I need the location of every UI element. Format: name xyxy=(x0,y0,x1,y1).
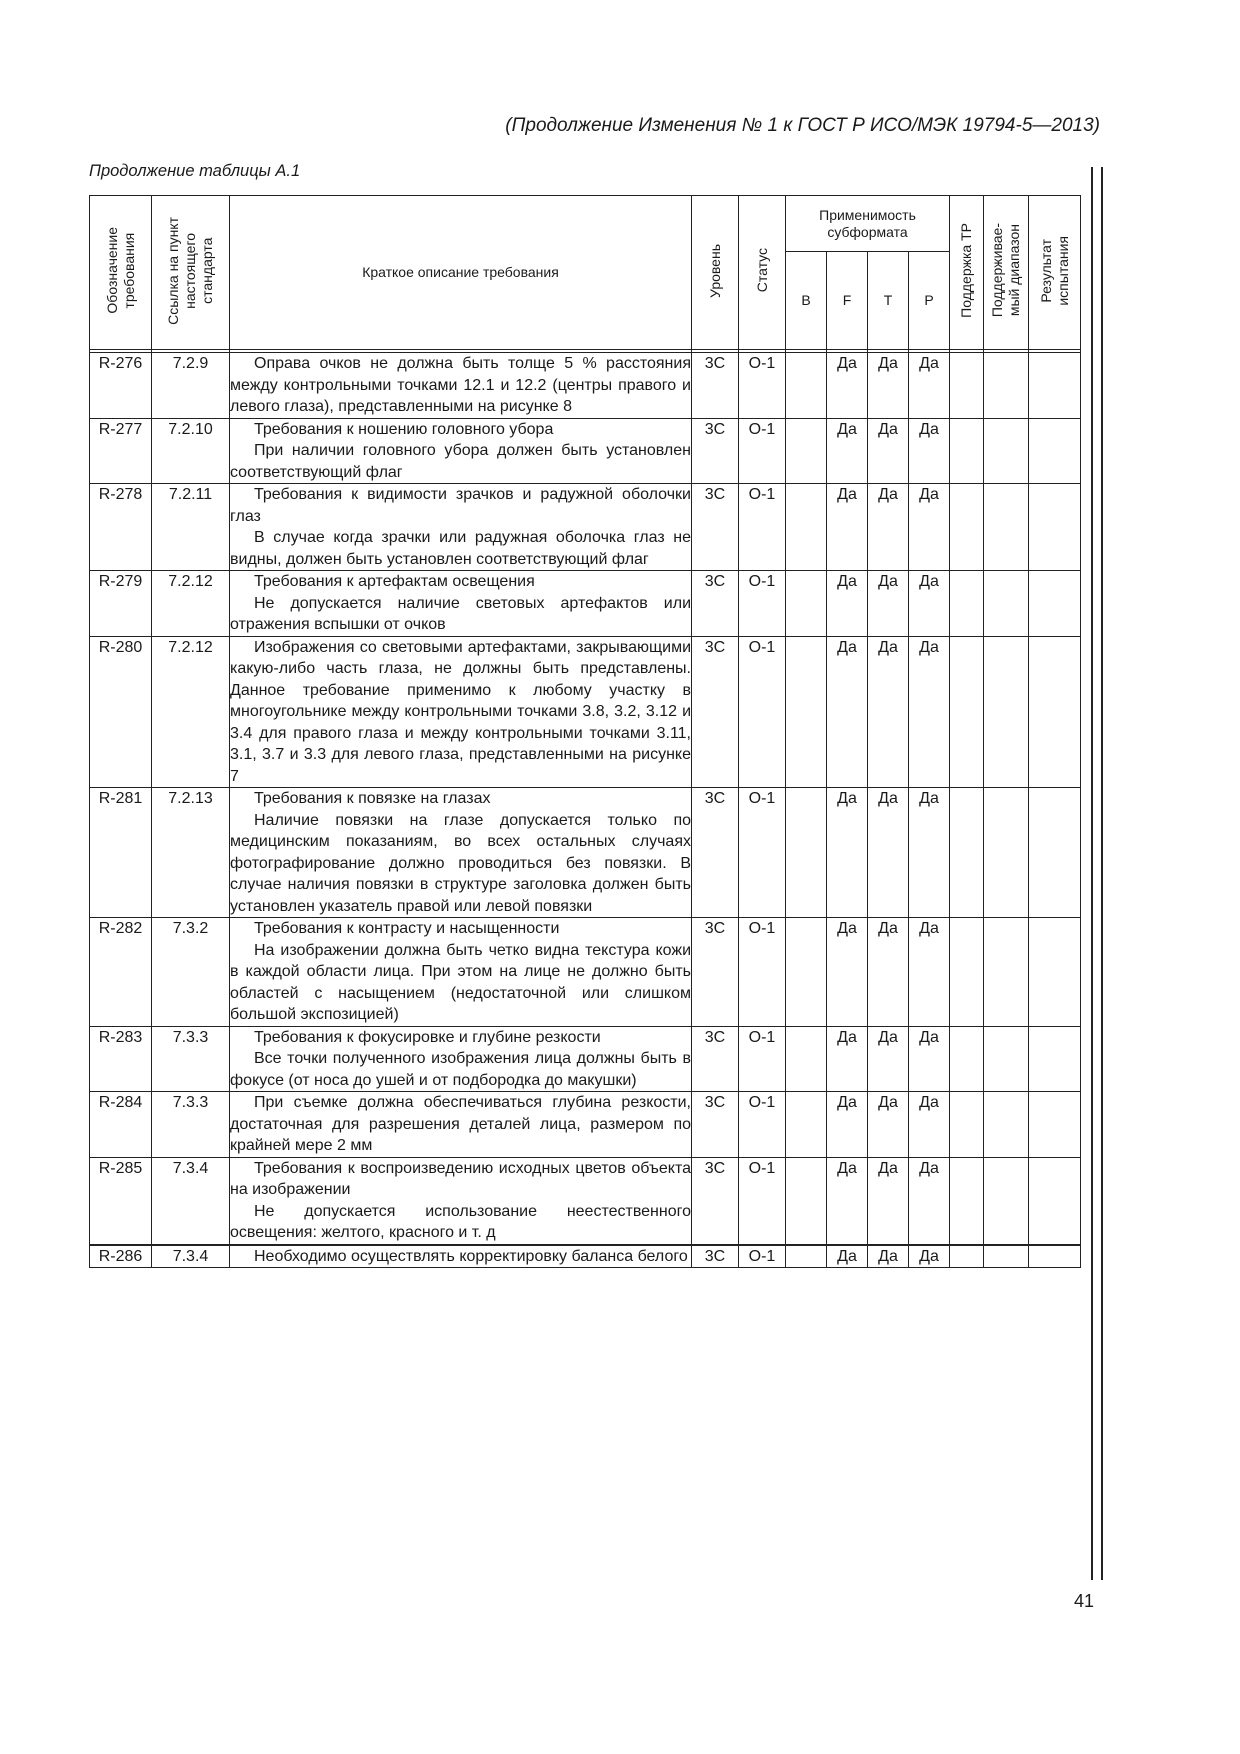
cell-status: О-1 xyxy=(739,1245,786,1268)
cell-tp-support xyxy=(950,1157,984,1245)
cell-subformat-f: Да xyxy=(827,418,868,484)
cell-subformat-b xyxy=(786,1245,827,1268)
description-paragraph: При наличии головного убора должен быть установлен соответствующий флаг xyxy=(230,442,691,481)
cell-subformat-f: Да xyxy=(827,1157,868,1245)
cell-supported-range xyxy=(984,636,1029,788)
cell-status: О-1 xyxy=(739,571,786,637)
cell-description xyxy=(230,1092,692,1158)
cell-tp-support xyxy=(950,788,984,918)
table-row xyxy=(90,636,1081,788)
cell-description xyxy=(230,636,692,788)
cell-supported-range xyxy=(984,484,1029,571)
cell-reference: 7.3.3 xyxy=(152,1092,230,1158)
cell-test-result xyxy=(1029,788,1081,918)
cell-status: О-1 xyxy=(739,1026,786,1092)
cell-test-result xyxy=(1029,1092,1081,1158)
cell-level: 3С xyxy=(692,918,739,1027)
cell-designation: R-285 xyxy=(90,1157,152,1245)
cell-subformat-t: Да xyxy=(868,353,909,419)
cell-subformat-b xyxy=(786,353,827,419)
cell-test-result xyxy=(1029,1245,1081,1268)
cell-reference: 7.3.2 xyxy=(152,918,230,1027)
cell-subformat-f: Да xyxy=(827,571,868,637)
description-paragraph: Необходимо осуществлять корректировку баланса белого xyxy=(254,1247,688,1265)
cell-subformat-b xyxy=(786,571,827,637)
cell-reference: 7.2.13 xyxy=(152,788,230,918)
cell-subformat-b xyxy=(786,1092,827,1158)
cell-status: О-1 xyxy=(739,418,786,484)
table-row xyxy=(90,571,1081,637)
cell-status: О-1 xyxy=(739,918,786,1027)
cell-tp-support xyxy=(950,1026,984,1092)
col-header-status: Статус xyxy=(739,196,786,350)
cell-status: О-1 xyxy=(739,636,786,788)
cell-subformat-b xyxy=(786,418,827,484)
cell-description xyxy=(230,418,692,484)
cell-description xyxy=(230,484,692,571)
cell-supported-range xyxy=(984,788,1029,918)
table-row xyxy=(90,1245,1081,1268)
cell-subformat-t: Да xyxy=(868,636,909,788)
cell-test-result xyxy=(1029,484,1081,571)
col-header-subformat-t: T xyxy=(868,252,909,350)
cell-designation: R-276 xyxy=(90,353,152,419)
cell-test-result xyxy=(1029,418,1081,484)
cell-subformat-f: Да xyxy=(827,1026,868,1092)
cell-subformat-t: Да xyxy=(868,484,909,571)
cell-designation: R-277 xyxy=(90,418,152,484)
cell-subformat-f: Да xyxy=(827,918,868,1027)
cell-supported-range xyxy=(984,571,1029,637)
table-row xyxy=(90,484,1081,571)
description-paragraph: Изображения со световыми артефактами, закрывающими какую-либо часть глаза, не должны быть представлены. Данное требование применимо к любому участку в многоугольнике между контрольными точками 3.8, 3.2, 3.12 и 3.4 для правого глаза и между контрольными точками 3.11, 3.1, 3.7 и 3.3 для левого глаза, представленными на рисунке 7 xyxy=(230,638,691,785)
cell-test-result xyxy=(1029,918,1081,1027)
description-paragraph: Требования к фокусировке и глубине резкости xyxy=(254,1028,601,1046)
cell-level: 3С xyxy=(692,1157,739,1245)
cell-subformat-f: Да xyxy=(827,1245,868,1268)
cell-tp-support xyxy=(950,636,984,788)
cell-description xyxy=(230,353,692,419)
cell-designation: R-286 xyxy=(90,1245,152,1268)
cell-tp-support xyxy=(950,918,984,1027)
col-header-level: Уровень xyxy=(692,196,739,350)
col-header-supported-range: Поддерживае- мый диапазон xyxy=(984,196,1029,350)
cell-reference: 7.2.10 xyxy=(152,418,230,484)
margin-double-rule xyxy=(1091,167,1103,1580)
cell-reference: 7.2.12 xyxy=(152,571,230,637)
cell-designation: R-282 xyxy=(90,918,152,1027)
cell-description xyxy=(230,1245,692,1268)
cell-test-result xyxy=(1029,1157,1081,1245)
cell-designation: R-279 xyxy=(90,571,152,637)
cell-subformat-b xyxy=(786,918,827,1027)
cell-designation: R-280 xyxy=(90,636,152,788)
cell-subformat-p: Да xyxy=(909,571,950,637)
cell-status: О-1 xyxy=(739,1092,786,1158)
table-row xyxy=(90,1026,1081,1092)
description-paragraph: Требования к повязке на глазах xyxy=(254,790,491,807)
description-paragraph: Наличие повязки на глазе допускается только по медицинским показаниям, во всех остальных случаях фотографирование должно проводиться без повязки. В случае наличия повязки в структуре заголовка должен быть установлен указатель правой или левой повязки xyxy=(230,811,691,915)
cell-level: 3С xyxy=(692,418,739,484)
cell-tp-support xyxy=(950,353,984,419)
cell-test-result xyxy=(1029,571,1081,637)
cell-subformat-b xyxy=(786,788,827,918)
cell-level: 3С xyxy=(692,788,739,918)
description-paragraph: Требования к артефактам освещения xyxy=(254,573,535,590)
description-paragraph: Требования к воспроизведению исходных цветов объекта на изображении xyxy=(230,1159,691,1198)
col-header-description: Краткое описание требования xyxy=(230,196,692,350)
cell-reference: 7.3.4 xyxy=(152,1157,230,1245)
cell-subformat-p: Да xyxy=(909,788,950,918)
col-header-subformat-f: F xyxy=(827,252,868,350)
cell-description xyxy=(230,571,692,637)
cell-supported-range xyxy=(984,1026,1029,1092)
cell-test-result xyxy=(1029,353,1081,419)
page-number: 41 xyxy=(1073,1591,1094,1611)
description-paragraph: На изображении должна быть четко видна текстура кожи в каждой области лица. При этом на лице не должно быть областей с насыщением (недостаточной или слишком большой экспозицией) xyxy=(230,941,691,1023)
description-paragraph: При съемке должна обеспечиваться глубина резкости, достаточная для разрешения деталей лица, размером по крайней мере 2 мм xyxy=(230,1094,691,1154)
cell-subformat-b xyxy=(786,1157,827,1245)
cell-tp-support xyxy=(950,418,984,484)
cell-subformat-p: Да xyxy=(909,1157,950,1245)
cell-tp-support xyxy=(950,571,984,637)
cell-subformat-t: Да xyxy=(868,571,909,637)
cell-subformat-f: Да xyxy=(827,788,868,918)
cell-reference: 7.3.3 xyxy=(152,1026,230,1092)
description-paragraph: Требования к видимости зрачков и радужной оболочки глаз xyxy=(230,486,691,525)
requirements-table xyxy=(89,195,1081,1268)
col-header-test-result: Результат испытания xyxy=(1029,196,1081,350)
description-paragraph: Требования к контрасту и насыщенности xyxy=(254,920,560,937)
cell-description xyxy=(230,918,692,1027)
cell-supported-range xyxy=(984,418,1029,484)
cell-subformat-f: Да xyxy=(827,1092,868,1158)
description-paragraph: В случае когда зрачки или радужная оболочка глаз не видны, должен быть установлен соответствующий флаг xyxy=(230,529,691,568)
description-paragraph: Требования к ношению головного убора xyxy=(254,420,554,438)
cell-description xyxy=(230,788,692,918)
cell-subformat-p: Да xyxy=(909,484,950,571)
description-paragraph: Все точки полученного изображения лица должны быть в фокусе (от носа до ушей и от подбородка до макушки) xyxy=(230,1050,691,1089)
cell-test-result xyxy=(1029,1026,1081,1092)
requirements-table-body xyxy=(90,350,1081,1268)
cell-level: 3С xyxy=(692,353,739,419)
description-paragraph: Оправа очков не должна быть толще 5 % расстояния между контрольными точками 12.1 и 12.2 (центры правого и левого глаза), представленными на рисунке 8 xyxy=(230,355,691,415)
cell-subformat-b xyxy=(786,484,827,571)
cell-designation: R-284 xyxy=(90,1092,152,1158)
cell-subformat-p: Да xyxy=(909,418,950,484)
table-row xyxy=(90,918,1081,1027)
col-header-subformat-p: P xyxy=(909,252,950,350)
cell-subformat-p: Да xyxy=(909,1092,950,1158)
cell-subformat-f: Да xyxy=(827,353,868,419)
cell-subformat-b xyxy=(786,636,827,788)
cell-designation: R-278 xyxy=(90,484,152,571)
cell-level: 3С xyxy=(692,571,739,637)
cell-subformat-p: Да xyxy=(909,1245,950,1268)
cell-reference: 7.2.9 xyxy=(152,353,230,419)
cell-subformat-p: Да xyxy=(909,636,950,788)
cell-subformat-t: Да xyxy=(868,1157,909,1245)
cell-supported-range xyxy=(984,1245,1029,1268)
cell-subformat-p: Да xyxy=(909,918,950,1027)
table-row xyxy=(90,418,1081,484)
description-paragraph: Не допускается использование неестественного освещения: желтого, красного и т. д xyxy=(230,1202,691,1241)
running-header: (Продолжение Изменения № 1 к ГОСТ Р ИСО/МЭК 19794-5—2013) xyxy=(505,115,1100,136)
cell-level: 3С xyxy=(692,1245,739,1268)
cell-designation: R-281 xyxy=(90,788,152,918)
cell-supported-range xyxy=(984,918,1029,1027)
cell-level: 3С xyxy=(692,636,739,788)
cell-level: 3С xyxy=(692,1026,739,1092)
cell-description xyxy=(230,1157,692,1245)
cell-supported-range xyxy=(984,353,1029,419)
cell-status: О-1 xyxy=(739,788,786,918)
cell-subformat-f: Да xyxy=(827,484,868,571)
cell-status: О-1 xyxy=(739,353,786,419)
cell-tp-support xyxy=(950,1245,984,1268)
requirements-table-wrapper xyxy=(89,195,1080,1268)
cell-level: 3С xyxy=(692,484,739,571)
cell-reference: 7.2.12 xyxy=(152,636,230,788)
table-row xyxy=(90,1157,1081,1245)
col-header-subformat-b: B xyxy=(786,252,827,350)
cell-description xyxy=(230,1026,692,1092)
cell-reference: 7.3.4 xyxy=(152,1245,230,1268)
cell-subformat-t: Да xyxy=(868,418,909,484)
table-row xyxy=(90,1092,1081,1158)
cell-subformat-f: Да xyxy=(827,636,868,788)
cell-status: О-1 xyxy=(739,1157,786,1245)
cell-supported-range xyxy=(984,1092,1029,1158)
cell-subformat-t: Да xyxy=(868,1245,909,1268)
col-header-subformat-group: Применимость субформата xyxy=(786,196,950,252)
col-header-reference: Ссылка на пункт настоящего стандарта xyxy=(152,196,230,350)
cell-status: О-1 xyxy=(739,484,786,571)
table-row xyxy=(90,788,1081,918)
table-caption: Продолжение таблицы А.1 xyxy=(89,162,301,180)
cell-level: 3С xyxy=(692,1092,739,1158)
cell-subformat-p: Да xyxy=(909,353,950,419)
description-paragraph: Не допускается наличие световых артефактов или отражения вспышки от очков xyxy=(230,594,691,633)
cell-reference: 7.2.11 xyxy=(152,484,230,571)
cell-subformat-t: Да xyxy=(868,1026,909,1092)
cell-supported-range xyxy=(984,1157,1029,1245)
cell-test-result xyxy=(1029,636,1081,788)
cell-subformat-t: Да xyxy=(868,918,909,1027)
table-row xyxy=(90,353,1081,419)
cell-designation: R-283 xyxy=(90,1026,152,1092)
cell-subformat-p: Да xyxy=(909,1026,950,1092)
cell-subformat-b xyxy=(786,1026,827,1092)
col-header-tp-support: Поддержка ТР xyxy=(950,196,984,350)
cell-subformat-t: Да xyxy=(868,1092,909,1158)
cell-subformat-t: Да xyxy=(868,788,909,918)
cell-tp-support xyxy=(950,484,984,571)
cell-tp-support xyxy=(950,1092,984,1158)
col-header-designation: Обозначение требования xyxy=(90,196,152,350)
